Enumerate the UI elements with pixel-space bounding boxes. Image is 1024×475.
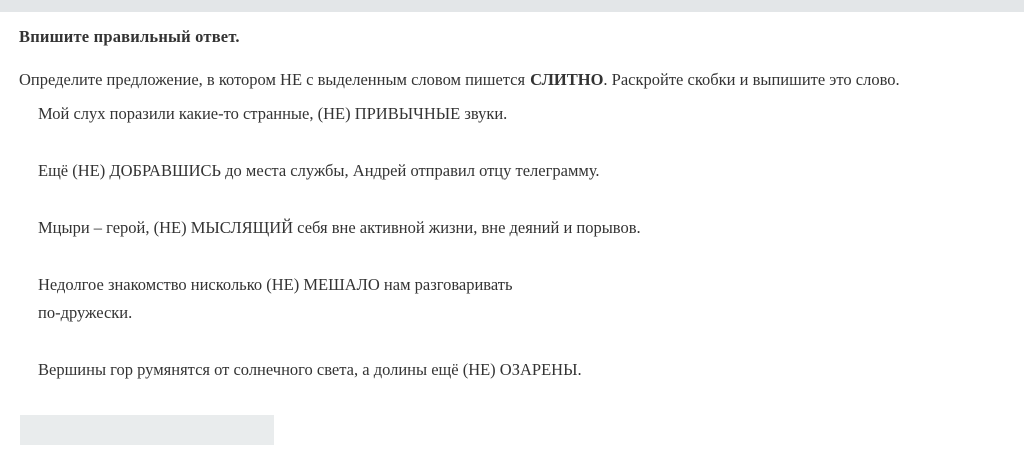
- option-line: Недолгое знакомство нисколько (НЕ) МЕШАЛО нам разговаривать: [38, 275, 513, 294]
- answer-option-2: [38, 157, 1004, 185]
- question-bold-word: СЛИТНО: [530, 70, 604, 89]
- question-text: [19, 69, 1004, 90]
- option-line: по-дружески.: [38, 303, 133, 322]
- option-line: Вершины гор румянятся от солнечного света, а долины ещё (НЕ) ОЗАРЕНЫ.: [38, 360, 582, 379]
- question-text-before: Определите предложение, в котором НЕ с выделенным словом пишется: [19, 70, 526, 89]
- option-line: Мой слух поразили какие-то странные, (НЕ) ПРИВЫЧНЫЕ звуки.: [38, 104, 508, 123]
- answer-option-1: [38, 100, 1004, 128]
- answer-option-5: [38, 356, 1004, 384]
- answer-option-4: [38, 271, 1004, 327]
- question-text-after: . Раскройте скобки и выпишите это слово.: [603, 70, 900, 89]
- option-line: Ещё (НЕ) ДОБРАВШИСЬ до места службы, Андрей отправил отцу телеграмму.: [38, 161, 600, 180]
- answer-input[interactable]: [20, 415, 274, 445]
- option-line: Мцыри – герой, (НЕ) МЫСЛЯЩИЙ себя вне активной жизни, вне деяний и порывов.: [38, 218, 641, 237]
- page-title: Впишите правильный ответ.: [19, 27, 240, 46]
- top-bar: [0, 0, 1024, 12]
- question-panel: [0, 12, 1024, 445]
- answer-option-3: [38, 214, 1004, 242]
- answer-options-list: [38, 100, 1004, 384]
